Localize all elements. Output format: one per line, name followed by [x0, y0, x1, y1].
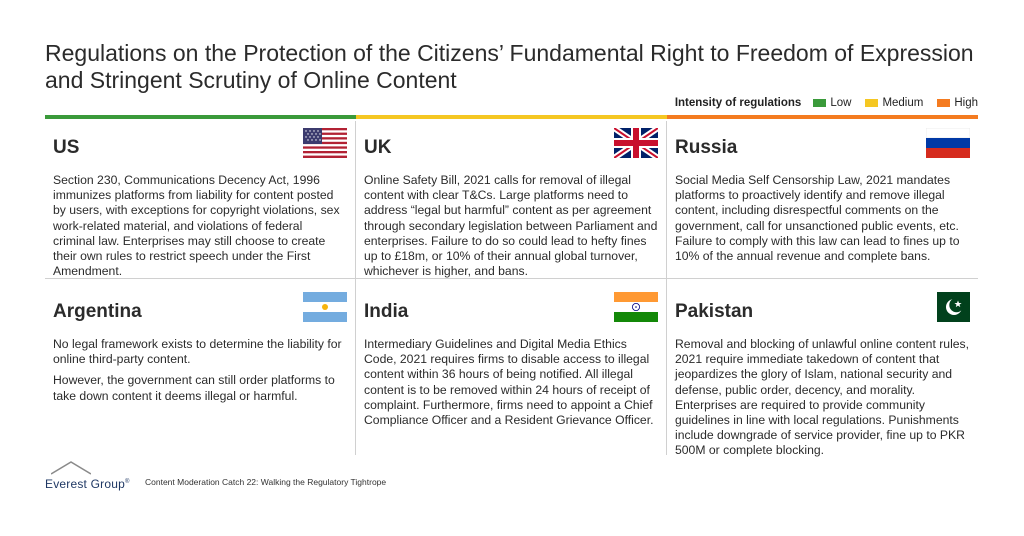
mountain-icon	[51, 461, 91, 475]
legend-entry-high	[937, 97, 978, 109]
country-card-india	[356, 279, 667, 455]
argentina-flag-icon	[303, 292, 347, 322]
country-name: UK	[364, 137, 392, 158]
country-name: Russia	[675, 137, 738, 158]
us-flag-icon	[303, 128, 347, 158]
intensity-bar-medium	[356, 115, 667, 119]
legend-label-low: Low	[830, 97, 852, 109]
legend-swatch-high	[937, 99, 950, 107]
country-card-uk	[356, 121, 667, 279]
russia-flag-icon	[926, 128, 970, 158]
country-description	[364, 337, 658, 428]
description-paragraph: Social Media Self Censorship Law, 2021 mandates platforms to proactively identify and remove illegal content, including disrespectful comments on the government, call for unsanctioned public events, etc. Failure to comply with this law can lead to fines up to 10% of the annual revenue and complete bans.	[675, 173, 960, 264]
pakistan-flag-icon	[926, 292, 970, 322]
logo-name: Everest Group	[45, 477, 125, 491]
legend-swatch-medium	[865, 99, 878, 107]
legend-entry-medium	[865, 97, 923, 109]
intensity-bars	[45, 115, 978, 119]
country-description	[675, 337, 970, 459]
intensity-legend	[675, 97, 978, 109]
country-description	[53, 173, 347, 279]
description-paragraph: Removal and blocking of unlawful online content rules, 2021 require immediate takedown of content that jeopardizes the glory of Islam, national security and defense, public order, decency, and morality. Enterprises are required to provide community guidelines in line with local regulations. Punishments include downgrade of service provider, fine up to PKR 500M or complete blocking.	[675, 337, 970, 458]
description-paragraph: No legal framework exists to determine the liability for online third-party content.	[53, 337, 342, 367]
everest-group-logo	[45, 465, 133, 491]
logo-registered-mark: ®	[124, 479, 130, 485]
india-flag-icon	[614, 292, 658, 322]
description-paragraph: Online Safety Bill, 2021 calls for removal of illegal content with clear T&Cs. Large platforms need to address “legal but harmful” content as per agreement through secondary legislation between Parliament and enterprises. Failure to do so could lead to hefty fines up to £18m, or 10% of their annual global turnover, whichever is higher, and bans.	[364, 173, 658, 279]
legend-entry-low	[813, 97, 851, 109]
country-card-argentina	[45, 279, 356, 455]
page-title: Regulations on the Protection of the Citizens’ Fundamental Right to Freedom of Expression and Stringent Scrutiny of Online Content	[45, 40, 974, 93]
country-card-russia	[667, 121, 978, 279]
country-description	[364, 173, 658, 279]
intensity-bar-low	[45, 115, 356, 119]
footer	[45, 465, 386, 491]
country-card-pakistan	[667, 279, 978, 458]
intensity-bar-high	[667, 115, 978, 119]
footer-caption: Content Moderation Catch 22: Walking the Regulatory Tightrope	[145, 477, 387, 487]
country-grid	[45, 121, 978, 458]
legend-swatch-low	[813, 99, 826, 107]
country-name: India	[364, 301, 409, 322]
country-description	[675, 173, 970, 264]
country-card-us	[45, 121, 356, 279]
country-description	[53, 337, 347, 404]
legend-label-high: High	[954, 97, 978, 109]
country-name: US	[53, 137, 80, 158]
logo-text	[45, 477, 130, 491]
country-name: Argentina	[53, 301, 142, 322]
legend-label-medium: Medium	[882, 97, 924, 109]
country-name: Pakistan	[675, 301, 754, 322]
description-paragraph: However, the government can still order platforms to take down content it deems illegal or harmful.	[53, 373, 335, 403]
description-paragraph: Intermediary Guidelines and Digital Media Ethics Code, 2021 requires firms to disable access to illegal content within 36 hours of being notified. All illegal content is to be removed within 24 hours of receipt of complaint. Furthermore, firms need to appoint a Chief Compliance Officer and a Resident Grievance Officer.	[364, 337, 654, 428]
description-paragraph: Section 230, Communications Decency Act, 1996 immunizes platforms from liability for content posted by users, with exceptions for copyright violations, sex work-related material, and violations of federal criminal law. Enterprises may still choose to create their own rules to restrict speech under the First Amendment.	[53, 173, 340, 279]
legend-title: Intensity of regulations	[674, 97, 802, 109]
uk-flag-icon	[614, 128, 658, 158]
